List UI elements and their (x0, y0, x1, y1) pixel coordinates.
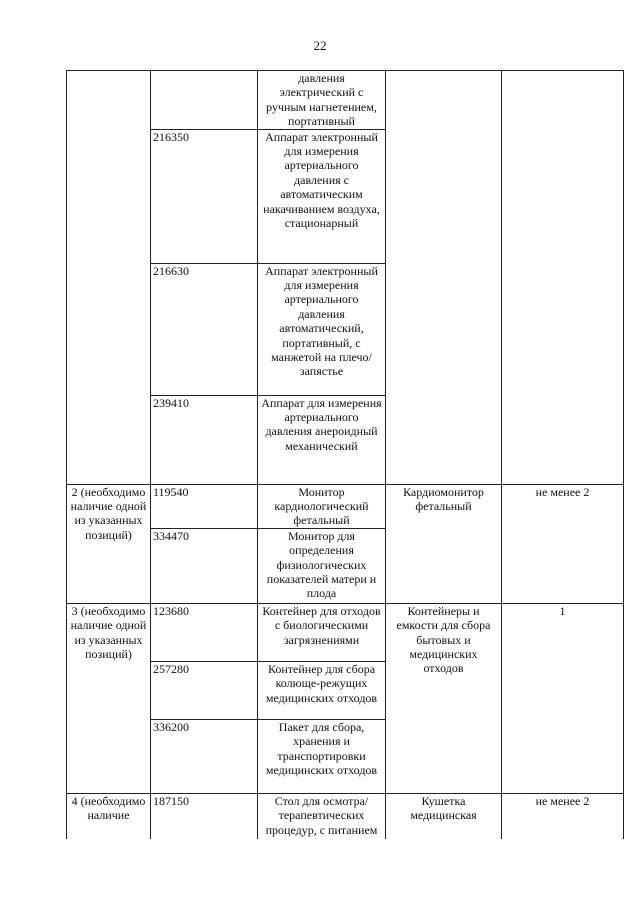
table-row (67, 484, 624, 528)
code-cell: 257280 (151, 661, 258, 719)
code-cell (151, 71, 258, 130)
position-cell: 3 (необходимо наличие одной из указанных позиций) (67, 603, 151, 793)
code-cell: 336200 (151, 719, 258, 793)
quantity-cell: не менее 2 (502, 793, 624, 839)
description-cell: Монитор кардиологический фетальный (258, 484, 386, 528)
code-cell: 119540 (151, 484, 258, 528)
code-cell: 239410 (151, 395, 258, 484)
table-row (67, 793, 624, 839)
description-cell: Контейнер для сбора колюще-режущих медицинских отходов (258, 661, 386, 719)
code-cell: 216630 (151, 263, 258, 395)
name-cell: Контейнеры и емкости для сбора бытовых и медицинских отходов (386, 603, 502, 793)
description-cell: Аппарат электронный для измерения артериального давления автоматический, портативный, с манжетой на плечо/запястье (258, 263, 386, 395)
quantity-cell (502, 71, 624, 485)
description-cell: Аппарат для измерения артериального давления анероидный механический (258, 395, 386, 484)
description-cell: Контейнер для отходов с биологическими загрязнениями (258, 603, 386, 661)
description-cell: Пакет для сбора, хранения и транспортировки медицинских отходов (258, 719, 386, 793)
equipment-table (66, 70, 624, 839)
code-cell: 123680 (151, 603, 258, 661)
description-cell: Стол для осмотра/ терапевтических процедур, с питанием (258, 793, 386, 839)
name-cell (386, 71, 502, 485)
code-cell: 334470 (151, 528, 258, 603)
name-cell: Кушетка медицинская (386, 793, 502, 839)
description-cell: давления электрический с ручным нагнетением, портативный (258, 71, 386, 130)
description-cell: Монитор для определения физиологических показателей матери и плода (258, 528, 386, 603)
quantity-cell: 1 (502, 603, 624, 793)
description-cell: Аппарат электронный для измерения артериального давления с автоматическим накачиванием воздуха, стационарный (258, 129, 386, 263)
name-cell: Кардиомонитор фетальный (386, 484, 502, 603)
table-row (67, 71, 624, 130)
quantity-cell: не менее 2 (502, 484, 624, 603)
page-number: 22 (313, 38, 327, 53)
code-cell: 216350 (151, 129, 258, 263)
position-cell: 4 (необходимо наличие (67, 793, 151, 839)
position-cell (67, 71, 151, 485)
table-row (67, 603, 624, 661)
position-cell: 2 (необходимо наличие одной из указанных позиций) (67, 484, 151, 603)
code-cell: 187150 (151, 793, 258, 839)
